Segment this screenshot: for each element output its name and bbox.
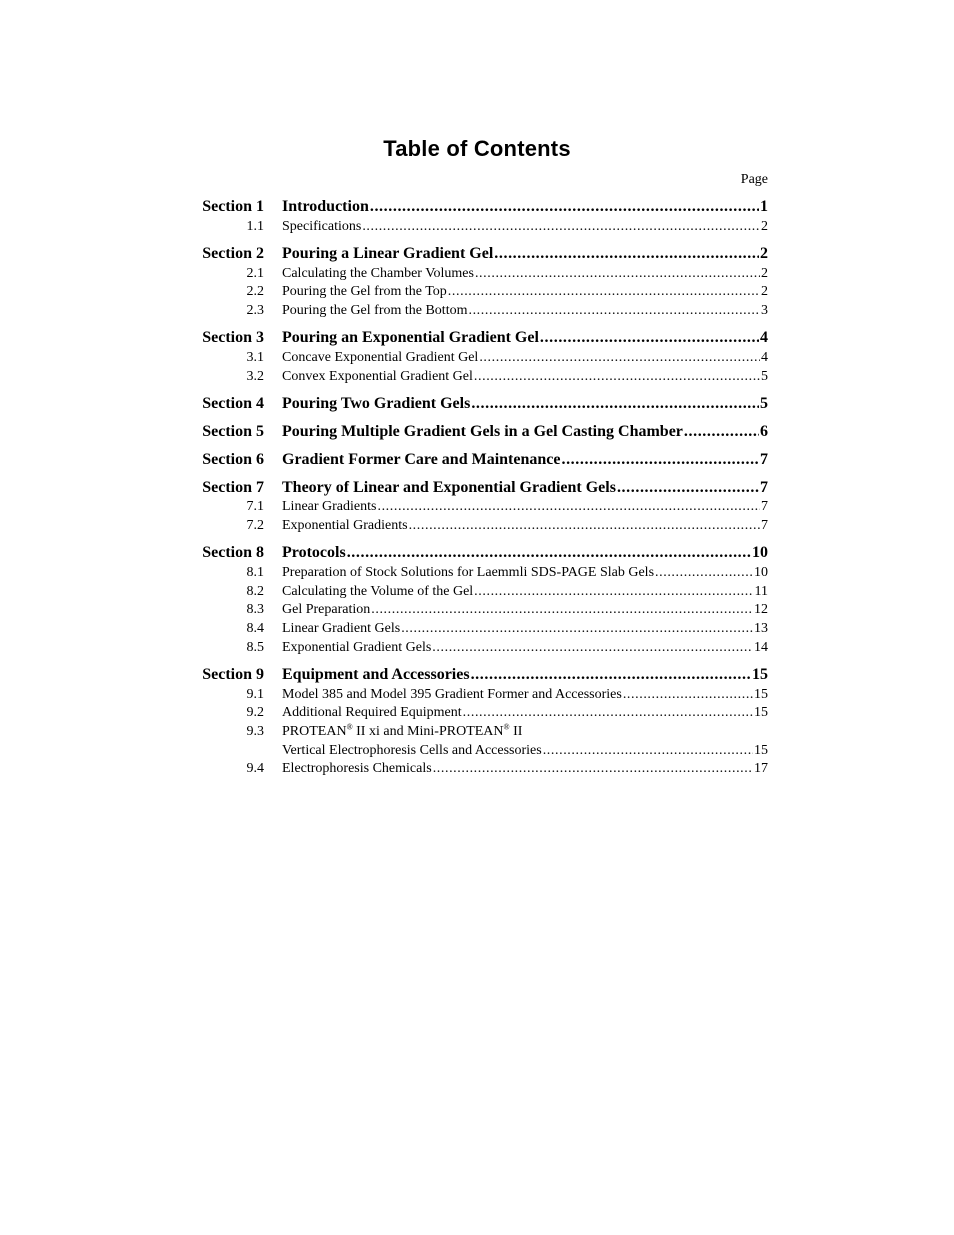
entry-title: Equipment and Accessories — [282, 666, 470, 683]
subsection-number: 2.2 — [246, 284, 264, 299]
page-number: 2 — [761, 266, 768, 281]
leader-dots — [463, 705, 753, 721]
entry-title: Calculating the Chamber Volumes — [282, 266, 474, 281]
subsection-number: 2.3 — [246, 303, 264, 318]
page-number: 6 — [760, 423, 768, 440]
leader-dots — [409, 518, 760, 534]
toc-entry — [282, 544, 768, 562]
subsection-number: 7.2 — [246, 518, 264, 533]
entry-title: Gel Preparation — [282, 602, 371, 617]
leader-dots — [362, 219, 760, 235]
page-number: 15 — [754, 687, 768, 702]
entry-title: Exponential Gradients — [282, 518, 408, 533]
page-number: 7 — [761, 499, 768, 514]
entry-title — [282, 724, 522, 740]
section-label: Section 2 — [202, 245, 264, 262]
leader-dots — [540, 329, 759, 347]
page-number: 7 — [760, 479, 768, 496]
entry-title: Vertical Electrophoresis Cells and Accessories — [282, 743, 542, 758]
entry-title: Calculating the Volume of the Gel — [282, 584, 474, 599]
toc-entry — [282, 621, 768, 637]
page-number: 4 — [760, 329, 768, 346]
page-number: 5 — [761, 369, 768, 384]
page-number: 15 — [754, 705, 768, 720]
text-part: II — [509, 724, 523, 739]
page-number: 11 — [754, 584, 768, 599]
leader-dots — [371, 602, 753, 618]
leader-dots — [479, 350, 760, 366]
section-label: Section 9 — [202, 666, 264, 683]
page-number: 4 — [761, 350, 768, 365]
toc-entry — [282, 329, 768, 347]
toc-entry — [282, 743, 768, 759]
entry-title: Pouring the Gel from the Top — [282, 284, 447, 299]
section-label: Section 3 — [202, 329, 264, 346]
entry-title: Pouring the Gel from the Bottom — [282, 303, 468, 318]
leader-dots — [448, 284, 760, 300]
section-label: Section 4 — [202, 395, 264, 412]
page-number: 13 — [754, 621, 768, 636]
leader-dots — [468, 303, 760, 319]
leader-dots — [617, 479, 759, 497]
entry-title: Exponential Gradient Gels — [282, 640, 432, 655]
toc-entry — [282, 666, 768, 684]
entry-title: Gradient Former Care and Maintenance — [282, 451, 561, 468]
toc-entry — [282, 245, 768, 263]
toc-entry — [282, 303, 768, 319]
section-label: Section 6 — [202, 451, 264, 468]
leader-dots — [684, 423, 759, 441]
toc-entry — [282, 640, 768, 656]
page-title: Table of Contents — [383, 136, 571, 161]
toc-entry — [282, 724, 768, 740]
leader-dots — [474, 584, 753, 600]
subsection-number: 8.4 — [246, 621, 264, 636]
toc-entry — [282, 705, 768, 721]
entry-title: Pouring an Exponential Gradient Gel — [282, 329, 539, 346]
subsection-number: 8.3 — [246, 602, 264, 617]
leader-dots — [623, 687, 753, 703]
page-column-header: Page — [740, 172, 768, 187]
toc-entry — [282, 423, 768, 441]
page-number: 10 — [754, 565, 768, 580]
toc-entry — [282, 602, 768, 618]
entry-title: Electrophoresis Chemicals — [282, 761, 432, 776]
entry-title: Pouring Multiple Gradient Gels in a Gel Casting Chamber — [282, 423, 683, 440]
toc-entry — [282, 499, 768, 515]
leader-dots — [433, 761, 753, 777]
leader-dots — [543, 743, 753, 759]
leader-dots — [471, 395, 759, 413]
entry-title: Preparation of Stock Solutions for Laemmli SDS-PAGE Slab Gels — [282, 565, 655, 580]
toc-entry — [282, 266, 768, 282]
page-number: 2 — [761, 219, 768, 234]
subsection-number: 9.3 — [246, 724, 264, 739]
leader-dots — [347, 544, 751, 562]
toc-entry — [282, 518, 768, 534]
leader-dots — [432, 640, 753, 656]
toc-entry — [282, 565, 768, 581]
page-number: 10 — [752, 544, 768, 561]
subsection-number: 9.4 — [246, 761, 264, 776]
toc-entry — [282, 584, 768, 600]
section-label: Section 7 — [202, 479, 264, 496]
leader-dots — [561, 451, 759, 469]
section-label: Section 8 — [202, 544, 264, 561]
leader-dots — [474, 369, 760, 385]
subsection-number: 2.1 — [246, 266, 264, 281]
section-label: Section 1 — [202, 198, 264, 215]
subsection-number: 8.2 — [246, 584, 264, 599]
registered-mark: ® — [503, 722, 510, 732]
section-label: Section 5 — [202, 423, 264, 440]
toc-entry — [282, 761, 768, 777]
page-number: 7 — [761, 518, 768, 533]
entry-title: Additional Required Equipment — [282, 705, 462, 720]
toc-entry — [282, 219, 768, 235]
toc-entry — [282, 479, 768, 497]
page-number: 12 — [754, 602, 768, 617]
toc-entry — [282, 395, 768, 413]
page-number: 14 — [754, 640, 768, 655]
subsection-number: 9.1 — [246, 687, 264, 702]
page-number: 7 — [760, 451, 768, 468]
entry-title: Protocols — [282, 544, 346, 561]
toc-entry — [282, 451, 768, 469]
leader-dots — [494, 245, 759, 263]
entry-title: Specifications — [282, 219, 362, 234]
page-number: 15 — [754, 743, 768, 758]
entry-title: Introduction — [282, 198, 369, 215]
entry-title: Theory of Linear and Exponential Gradient Gels — [282, 479, 616, 496]
subsection-number: 8.5 — [246, 640, 264, 655]
leader-dots — [471, 666, 751, 684]
leader-dots — [475, 266, 760, 282]
page-number: 5 — [760, 395, 768, 412]
entry-title: Linear Gradients — [282, 499, 377, 514]
page-number: 2 — [761, 284, 768, 299]
subsection-number: 7.1 — [246, 499, 264, 514]
subsection-number: 3.2 — [246, 369, 264, 384]
toc-entry — [282, 350, 768, 366]
entry-title: Linear Gradient Gels — [282, 621, 401, 636]
registered-mark: ® — [346, 722, 353, 732]
text-part: II xi and Mini-PROTEAN — [352, 724, 504, 739]
entry-title: Concave Exponential Gradient Gel — [282, 350, 479, 365]
toc-entry — [282, 369, 768, 385]
page-number: 1 — [760, 198, 768, 215]
page-number: 17 — [754, 761, 768, 776]
entry-title: Model 385 and Model 395 Gradient Former and Accessories — [282, 687, 622, 702]
leader-dots — [377, 499, 760, 515]
text-part: PROTEAN — [282, 724, 347, 739]
leader-dots — [401, 621, 753, 637]
entry-title: Convex Exponential Gradient Gel — [282, 369, 473, 384]
page-number: 2 — [760, 245, 768, 262]
page-number: 15 — [752, 666, 768, 683]
toc-entry — [282, 198, 768, 216]
toc-entry — [282, 687, 768, 703]
subsection-number: 1.1 — [246, 219, 264, 234]
entry-title: Pouring Two Gradient Gels — [282, 395, 471, 412]
entry-title: Pouring a Linear Gradient Gel — [282, 245, 494, 262]
subsection-number: 9.2 — [246, 705, 264, 720]
page-number: 3 — [761, 303, 768, 318]
subsection-number: 3.1 — [246, 350, 264, 365]
subsection-number: 8.1 — [246, 565, 264, 580]
leader-dots — [655, 565, 753, 581]
leader-dots — [370, 198, 759, 216]
toc-entry — [282, 284, 768, 300]
